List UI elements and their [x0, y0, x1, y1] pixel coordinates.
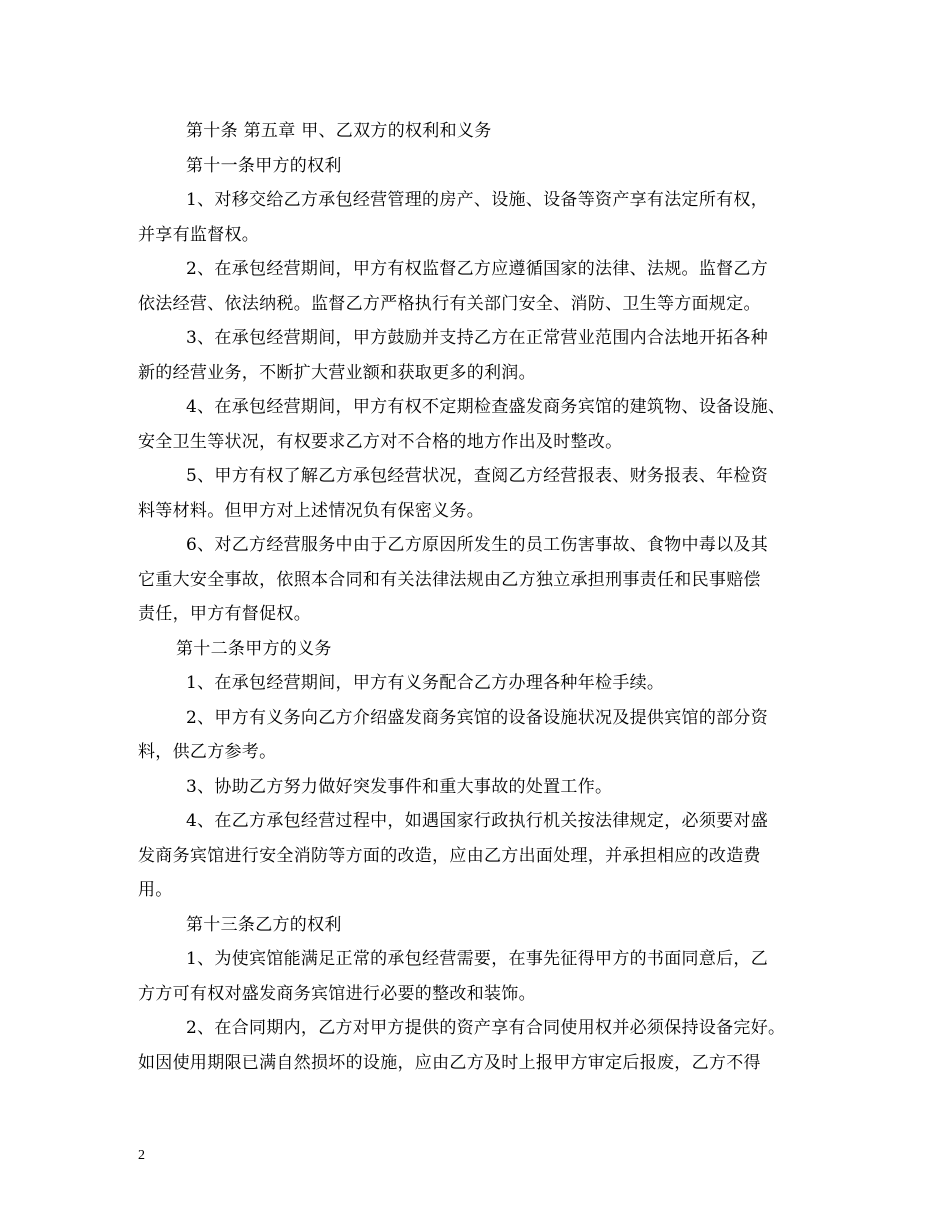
paragraph-line: 2、在承包经营期间，甲方有权监督乙方应遵循国家的法律、法规。监督乙方	[186, 259, 769, 279]
paragraph-line: 依法经营、依法纳税。监督乙方严格执行有关部门安全、消防、卫生等方面规定。	[138, 293, 761, 314]
paragraph-line: 6、对乙方经营服务中由于乙方原因所发生的员工伤害事故、食物中毒以及其	[186, 535, 769, 555]
heading-article-11: 第十一条甲方的权利	[186, 155, 342, 176]
paragraph-line: 4、在承包经营期间，甲方有权不定期检查盛发商务宾馆的建筑物、设备设施、	[186, 397, 786, 417]
paragraph-line: 并享有监督权。	[138, 224, 260, 245]
document-body	[138, 114, 818, 1080]
paragraph-line: 责任，甲方有督促权。	[138, 604, 311, 624]
paragraph-line: 5、甲方有权了解乙方承包经营状况，查阅乙方经营报表、财务报表、年检资	[186, 466, 769, 486]
paragraph-line: 它重大安全事故，依照本合同和有关法律法规由乙方独立承担刑事责任和民事赔偿	[138, 569, 761, 590]
paragraph-line: 用。	[138, 880, 173, 900]
paragraph-line: 安全卫生等状况，有权要求乙方对不合格的地方作出及时整改。	[138, 431, 623, 452]
paragraph-line: 新的经营业务，不断扩大营业额和获取更多的利润。	[138, 362, 536, 383]
paragraph-line: 发商务宾馆进行安全消防等方面的改造，应由乙方出面处理，并承担相应的改造费	[138, 845, 761, 866]
paragraph-line: 2、在合同期内，乙方对甲方提供的资产享有合同使用权并必须保持设备完好。	[186, 1018, 786, 1038]
paragraph-line: 料等材料。但甲方对上述情况负有保密义务。	[138, 500, 484, 521]
paragraph-line: 1、为使宾馆能满足正常的承包经营需要，在事先征得甲方的书面同意后，乙	[186, 949, 769, 969]
page-number: 2	[138, 1148, 145, 1163]
paragraph-line: 1、在承包经营期间，甲方有义务配合乙方办理各种年检手续。	[186, 673, 665, 693]
paragraph-line: 1、对移交给乙方承包经营管理的房产、设施、设备等资产享有法定所有权，	[186, 190, 769, 210]
paragraph-line: 料，供乙方参考。	[138, 742, 277, 762]
paragraph-line: 3、在承包经营期间，甲方鼓励并支持乙方在正常营业范围内合法地开拓各种	[186, 328, 769, 348]
paragraph-line: 3、协助乙方努力做好突发事件和重大事故的处置工作。	[186, 776, 613, 797]
heading-article-13: 第十三条乙方的权利	[186, 914, 342, 935]
paragraph-line: 方方可有权对盛发商务宾馆进行必要的整改和装饰。	[138, 983, 536, 1004]
paragraph-line: 如因使用期限已满自然损坏的设施，应由乙方及时上报甲方审定后报废，乙方不得	[138, 1052, 761, 1073]
paragraph-line: 4、在乙方承包经营过程中，如遇国家行政执行机关按法律规定，必须要对盛	[186, 811, 769, 831]
heading-article-12: 第十二条甲方的义务	[176, 638, 332, 659]
heading-article-10: 第十条 第五章 甲、乙双方的权利和义务	[186, 121, 492, 141]
paragraph-line: 2、甲方有义务向乙方介绍盛发商务宾馆的设备设施状况及提供宾馆的部分资	[186, 707, 769, 728]
